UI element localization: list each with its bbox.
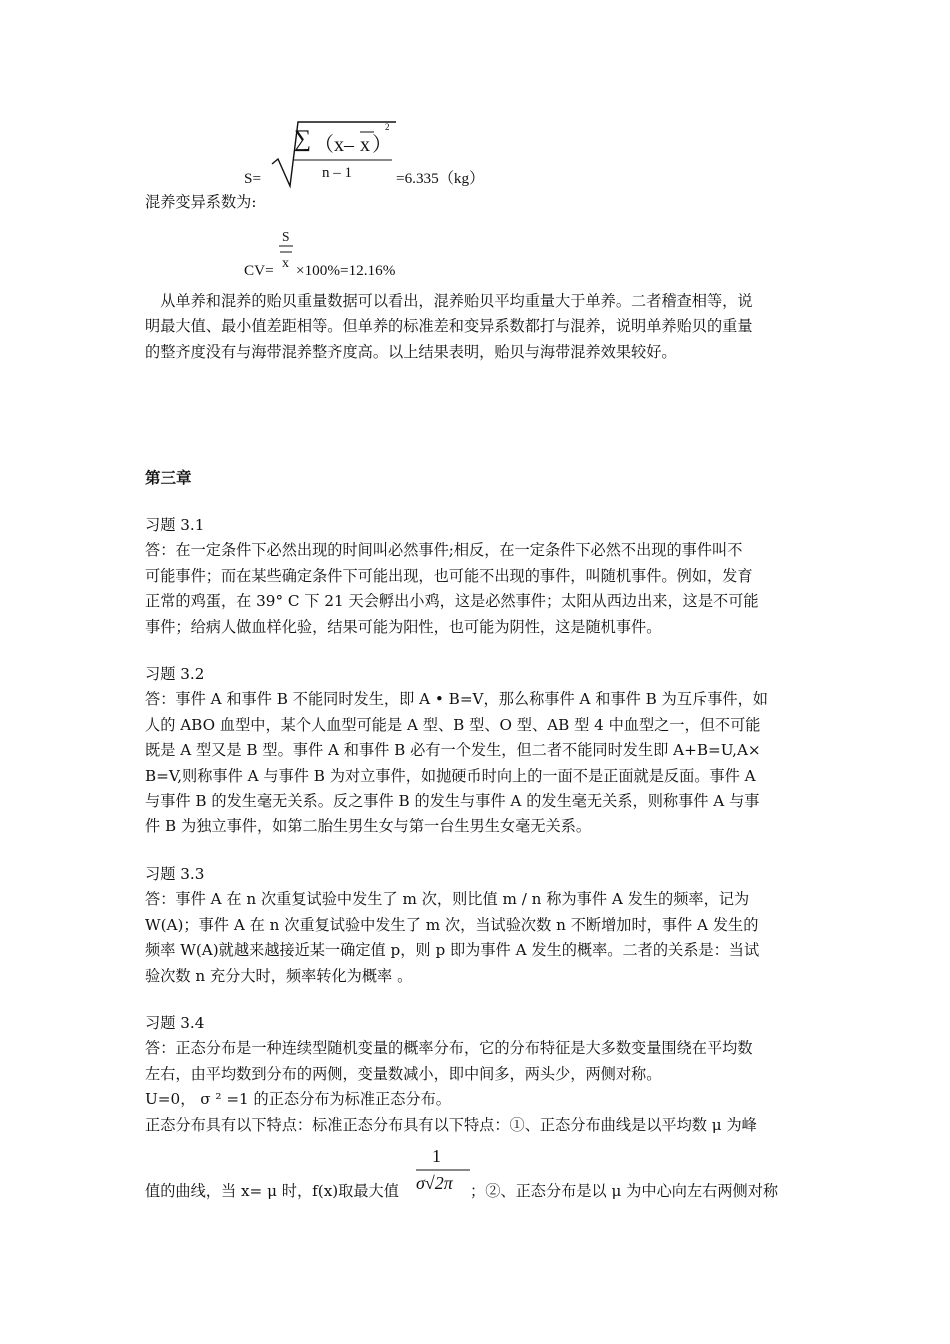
paragraph-line: 明最大值、最小值差距相等。但单养的标准差和变异系数都打与混养，说明单养贻贝的重量: [145, 317, 753, 336]
paragraph-line: 的整齐度没有与海带混养整齐度高。以上结果表明，贻贝与海带混养效果较好。: [145, 342, 677, 361]
exercise-line: 件 B 为独立事件，如第二胎生男生女与第一台生男生女毫无关系。: [145, 817, 592, 836]
cv-rhs: ×100%=12.16%: [296, 262, 396, 279]
exercise-line: 答：事件 A 和事件 B 不能同时发生，即 A • B=V，那么称事件 A 和事件 B 为互斥事件，如: [145, 690, 768, 709]
exercise-title: 习题 3.3: [145, 865, 205, 883]
cv-numerator: S: [282, 229, 290, 244]
cv-lhs: CV=: [244, 262, 274, 279]
exercise-line: 答：在一定条件下必然出现的时间叫必然事件;相反，在一定条件下必然不出现的事件叫不: [145, 541, 743, 560]
exercise-3-4: [145, 1011, 811, 1138]
exercise-line: 既是 A 型又是 B 型。事件 A 和事件 B 必有一个发生，但二者不能同时发生即 A+B=U,A×: [145, 741, 761, 760]
exercise-line: 频率 W(A)就越来越接近某一确定值 p，则 p 即为事件 A 发生的概率。二者的关系是：当试: [145, 941, 760, 960]
numerator-superscript: 2: [385, 122, 390, 132]
numerator-close: ）: [372, 134, 392, 156]
cv-intro: 混养变异系数为:: [145, 193, 257, 211]
exercise-line: 事件；给病人做血样化验，结果可能为阳性，也可能为阴性，这是随机事件。: [145, 617, 662, 636]
fraction-numerator: 1: [432, 1146, 441, 1166]
exercise-3-3: [145, 862, 811, 989]
exercise-line: ；②、正态分布是以 μ 为中心向左右两侧对称: [470, 1182, 779, 1200]
exercise-line: 与事件 B 的发生毫无关系。反之事件 B 的发生与事件 A 的发生毫无关系，则称事件 A 与事: [145, 792, 760, 811]
exercise-line: 正态分布具有以下特点：标准正态分布具有以下特点：①、正态分布曲线是以平均数 μ 为峰: [145, 1115, 757, 1134]
fraction-denominator: σ√2π: [416, 1173, 453, 1193]
exercise-title: 习题 3.4: [145, 1014, 205, 1032]
comparison-paragraph: [145, 289, 811, 365]
cv-denominator: x: [282, 256, 289, 271]
chapter-title: 第三章: [145, 468, 192, 487]
exercise-line: U=0， σ ² =1 的正态分布为标准正态分布。: [145, 1090, 451, 1109]
exercise-line: 可能事件；而在某些确定条件下可能出现，也可能不出现的事件，叫随机事件。例如，发育: [145, 566, 753, 585]
numerator-inner: （x–: [314, 134, 354, 156]
exercise-title: 习题 3.1: [145, 516, 205, 534]
formula-s-denominator: n – 1: [322, 165, 352, 181]
sum-symbol: ∑: [294, 126, 312, 152]
exercise-line: B=V,则称事件 A 与事件 B 为对立事件，如抛硬币时向上的一面不是正面就是反面。事件 A: [145, 766, 756, 785]
exercise-line: 值的曲线，当 x= μ 时，f(x)取最大值: [145, 1182, 399, 1200]
exercise-line: 左右，由平均数到分布的两侧，变量数减小，即中间多，两头少，两侧对称。: [145, 1064, 662, 1083]
exercise-line: 正常的鸡蛋，在 39° C 下 21 天会孵出小鸡，这是必然事件；太阳从西边出来，这是不可能: [145, 592, 759, 611]
numerator-xbar: x: [360, 134, 370, 156]
exercise-line: W(A)；事件 A 在 n 次重复试验中发生了 m 次，当试验次数 n 不断增加时，事件 A 发生的: [145, 915, 759, 934]
exercise-line: 人的 ABO 血型中，某个人血型可能是 A 型、B 型、O 型、AB 型 4 中血型之一，但不可能: [145, 715, 761, 734]
exercise-3-1: [145, 513, 811, 640]
exercise-line: 答：事件 A 在 n 次重复试验中发生了 m 次，则比值 m / n 称为事件 A 发生的频率，记为: [145, 890, 750, 909]
exercise-line: 答：正态分布是一种连续型随机变量的概率分布，它的分布特征是大多数变量围绕在平均数: [145, 1039, 753, 1058]
exercise-title: 习题 3.2: [145, 665, 205, 683]
exercise-3-2: [145, 662, 811, 840]
formula-s-lhs: S=: [244, 170, 262, 187]
formula-s-result: =6.335（kg）: [396, 170, 485, 187]
paragraph-line: 从单养和混养的贻贝重量数据可以看出，混养贻贝平均重量大于单养。二者稽查相等，说: [145, 292, 753, 310]
exercise-line: 验次数 n 充分大时，频率转化为概率 。: [145, 966, 413, 985]
